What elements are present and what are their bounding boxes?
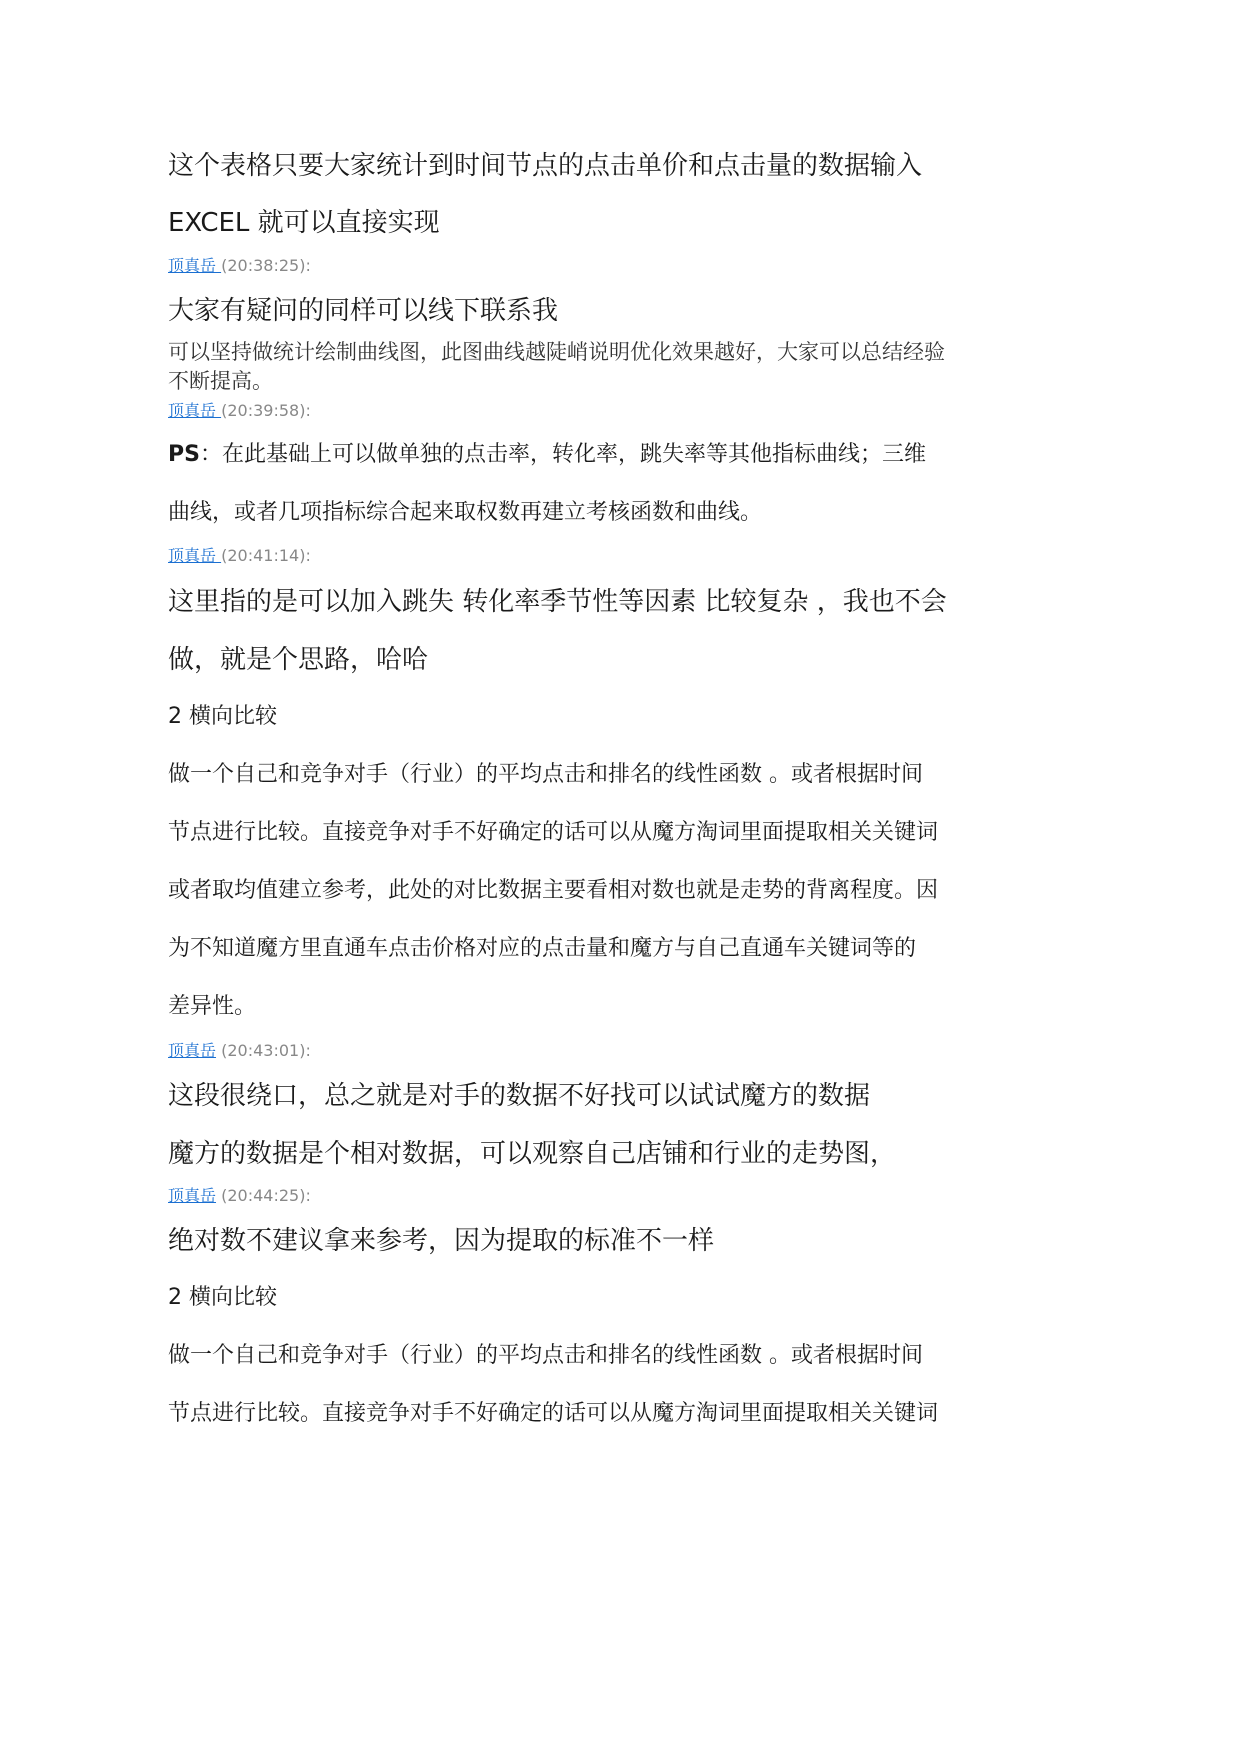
paragraph-line: 或者取均值建立参考，此处的对比数据主要看相对数也就是走势的背离程度。因 (168, 878, 939, 903)
author-link[interactable]: 顶真岳 (168, 546, 222, 565)
paragraph-line: 差异性。 (168, 994, 257, 1019)
paragraph-line: 这个表格只要大家统计到时间节点的点击单价和点击量的数据输入 (168, 151, 923, 181)
message-meta (168, 401, 948, 421)
paragraph: 可以坚持做统计绘制曲线图，此图曲线越陡峭说明优化效果越好，大家可以总结经验不断提高。 (168, 340, 945, 393)
timestamp: (20:38:25): (221, 256, 311, 275)
paragraph-line: 这里指的是可以加入跳失 转化率季节性等因素 比较复杂 ，我也不会 (168, 587, 947, 617)
timestamp: (20:43:01): (216, 1041, 311, 1060)
paragraph-line (168, 441, 948, 469)
author-link[interactable]: 顶真岳 (168, 1186, 217, 1205)
paragraph-line: 做，就是个思路，哈哈 (168, 645, 429, 675)
message-meta (168, 546, 948, 566)
message-meta (168, 1041, 948, 1061)
ps-label: PS (168, 442, 200, 467)
author-link[interactable]: 顶真岳 (168, 256, 222, 275)
timestamp: (20:44:25): (216, 1186, 311, 1205)
message-meta (168, 256, 948, 276)
paragraph-line: 节点进行比较。直接竞争对手不好确定的话可以从魔方淘词里面提取相关关键词 (168, 820, 939, 845)
timestamp: (20:41:14): (221, 546, 311, 565)
paragraph: 绝对数不建议拿来参考，因为提取的标准不一样 (168, 1226, 715, 1256)
paragraph-line: 做一个自己和竞争对手（行业）的平均点击和排名的线性函数 。或者根据时间 (168, 1343, 923, 1368)
paragraph: 大家有疑问的同样可以线下联系我 (168, 296, 559, 326)
section-heading: 2 横向比较 (168, 704, 277, 729)
message-meta (168, 1186, 948, 1206)
paragraph-line: 为不知道魔方里直通车点击价格对应的点击量和魔方与自己直通车关键词等的 (168, 936, 917, 961)
paragraph-line: 节点进行比较。直接竞争对手不好确定的话可以从魔方淘词里面提取相关关键词 (168, 1401, 939, 1426)
author-link[interactable]: 顶真岳 (168, 401, 222, 420)
paragraph-text: ：在此基础上可以做单独的点击率，转化率，跳失率等其他指标曲线；三维 (199, 442, 926, 467)
paragraph-line: 曲线，或者几项指标综合起来取权数再建立考核函数和曲线。 (168, 500, 763, 525)
paragraph: 魔方的数据是个相对数据，可以观察自己店铺和行业的走势图， (168, 1139, 897, 1169)
section-heading: 2 横向比较 (168, 1285, 277, 1310)
paragraph-line: EXCEL 就可以直接实现 (168, 208, 440, 238)
timestamp: (20:39:58): (221, 401, 311, 420)
author-link[interactable]: 顶真岳 (168, 1041, 217, 1060)
paragraph-line: 做一个自己和竞争对手（行业）的平均点击和排名的线性函数 。或者根据时间 (168, 762, 923, 787)
paragraph: 这段很绕口，总之就是对手的数据不好找可以试试魔方的数据 (168, 1081, 871, 1111)
